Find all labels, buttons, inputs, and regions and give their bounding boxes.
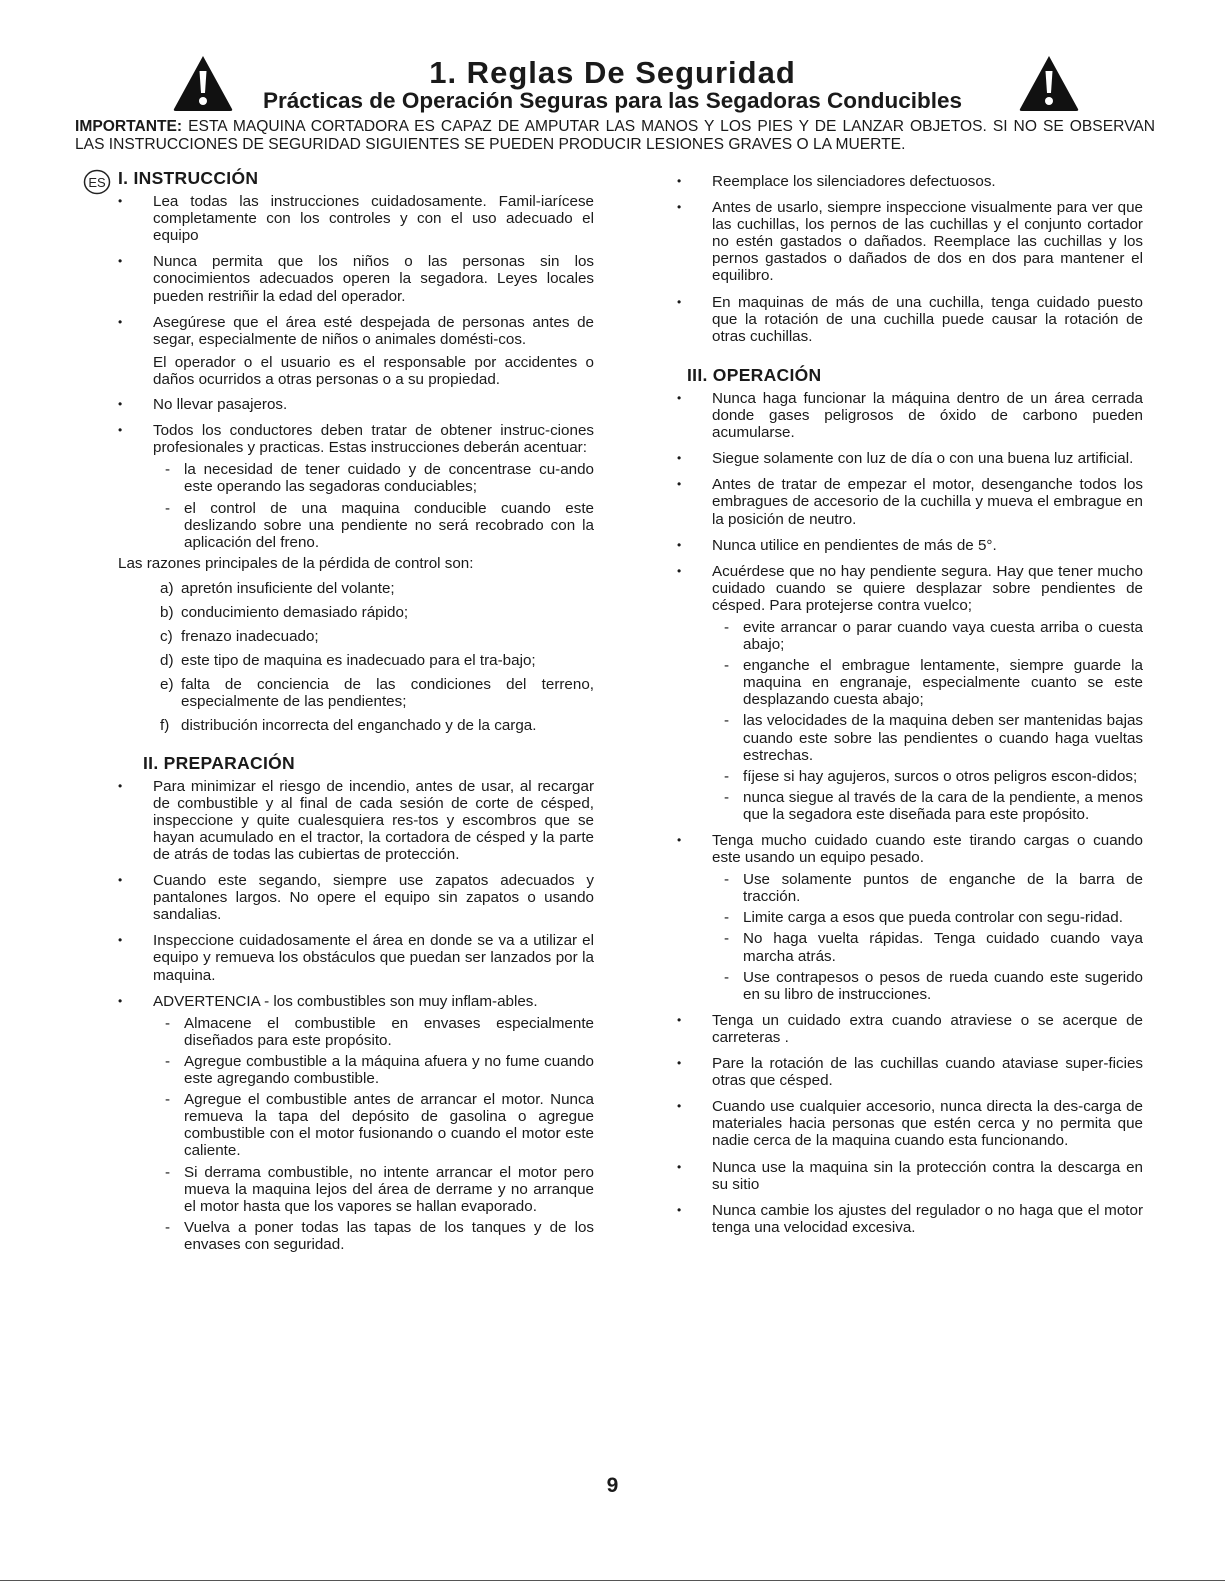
list-item: • No llevar pasajeros. (118, 396, 594, 413)
list-item: • Todos los conductores deben tratar de obtener instruc-ciones profesionales y practicas. Estas instrucciones deberán acentuar: (118, 422, 594, 456)
bottom-divider (0, 1580, 1225, 1581)
dash-item: - Vuelva a poner todas las tapas de los tanques y de los envases con seguridad. (118, 1219, 594, 1253)
section-title-preparacion: II. PREPARACIÓN (143, 752, 295, 773)
list-item: • Reemplace los silenciadores defectuosos. (677, 173, 1143, 190)
item-letter: c) (160, 628, 173, 646)
list-item: • Nunca use la maquina sin la protección contra la descarga en su sitio (677, 1159, 1143, 1193)
list-item: • Tenga un cuidado extra cuando atraviese o se acerque de carreteras . (677, 1012, 1143, 1046)
list-item: • Cuando use cualquier accesorio, nunca directa la des-carga de materiales hacia personas que estén cerca y no permita que nadie cerca de la maquina cuando esta funcionando. (677, 1098, 1143, 1149)
paragraph: El operador o el usuario es el responsable por accidentes o daños ocurridos a otras personas o a su propiedad. (153, 353, 594, 388)
list-item: • Lea todas las instrucciones cuidadosamente. Famil-iarícese completamente con los controles y con el uso adecuado el equipo (118, 193, 594, 244)
section-title-instruccion: I. INSTRUCCIÓN (118, 168, 259, 188)
page-title: 1. Reglas De Seguridad (429, 55, 796, 90)
important-text: ESTA MAQUINA CORTADORA ES CAPAZ DE AMPUTAR LAS MANOS Y LOS PIES Y DE LANZAR OBJETOS. SI NO SE OBSERVAN LAS INSTRUCCIONES DE SEGURIDAD SIGUIENTES SE PUEDEN PRODUCIR LESIONES GRAVES O LA MUERTE. (75, 118, 1155, 153)
list-item: • Siegue solamente con luz de día o con una buena luz artificial. (677, 450, 1143, 467)
dash-item: - Almacene el combustible en envases especialmente diseñados para este propósito. (118, 1015, 594, 1049)
dash-item: - Use solamente puntos de enganche de la barra de tracción. (677, 871, 1143, 905)
dash-item: - Si derrama combustible, no intente arrancar el motor pero mueva la maquina lejos del área de derrame y no arranque el motor hasta que los vapores se hallan evaporado. (118, 1164, 594, 1215)
dash-item: - Limite carga a esos que pueda controlar con segu-ridad. (677, 909, 1143, 926)
lettered-item (118, 628, 594, 645)
item-letter: e) (160, 676, 174, 694)
important-notice (75, 118, 1155, 154)
dash-item: - fíjese si hay agujeros, surcos o otros peligros escon-didos; (677, 768, 1143, 785)
item-text: este tipo de maquina es inadecuado para el tra-bajo; (181, 652, 536, 670)
item-text: frenazo inadecuado; (181, 628, 319, 646)
list-item: • Antes de tratar de empezar el motor, desenganche todos los embragues de accesorio de la cuchilla y mueva el embrague en la posición de neutro. (677, 476, 1143, 527)
item-letter: a) (160, 579, 174, 597)
item-letter: f) (160, 717, 170, 735)
item-letter: b) (160, 603, 174, 621)
right-column (677, 173, 1143, 1245)
lettered-item (118, 717, 594, 734)
language-badge-text: ES (88, 175, 106, 190)
dash-item: - nunca siegue al través de la cara de la pendiente, a menos que la segadora este diseñada para este propósito. (677, 789, 1143, 823)
dash-item: - No haga vuelta rápidas. Tenga cuidado cuando vaya marcha atrás. (677, 930, 1143, 964)
reasons-intro: Las razones principales de la pérdida de control son: (118, 554, 474, 572)
language-badge-icon (83, 169, 111, 195)
list-item: • En maquinas de más de una cuchilla, tenga cuidado puesto que la rotación de una cuchilla puede causar la rotación de otras cuchillas. (677, 294, 1143, 345)
item-text: falta de conciencia de las condiciones del terreno, especialmente de las pendientes; (181, 676, 594, 711)
list-item: • Nunca haga funcionar la máquina dentro de un área cerrada donde gases peligrosos de óxido de carbono pueden acumularse. (677, 390, 1143, 441)
dash-item: - evite arrancar o parar cuando vaya cuesta arriba o cuesta abajo; (677, 619, 1143, 653)
list-item: • Asegúrese que el área esté despejada de personas antes de segar, especialmente de niños o animales domésti-cos. (118, 314, 594, 348)
list-item: • Pare la rotación de las cuchillas cuando ataviase super-ficies otras que césped. (677, 1055, 1143, 1089)
list-item: • Para minimizar el riesgo de incendio, antes de usar, al recargar de combustible y al final de cada sesión de corte de césped, inspeccione y quite cualesquiera res-tos y escombros que se hayan acumulado en el tractor, la cortadora de césped y la parte de atrás de todas las cubiertas de protección. (118, 778, 594, 863)
item-text: distribución incorrecta del enganchado y de la carga. (181, 717, 537, 735)
page-number: 9 (606, 1474, 619, 1497)
important-label: IMPORTANTE: (75, 118, 183, 135)
section-title-operacion: III. OPERACIÓN (687, 364, 822, 385)
dash-item: - las velocidades de la maquina deben ser mantenidas bajas cuando este sobre las pendientes o cuando haga vueltas estrechas. (677, 712, 1143, 763)
item-text: conducimiento demasiado rápido; (181, 603, 409, 621)
list-item: • Antes de usarlo, siempre inspeccione visualmente para ver que las cuchillas, los pernos de las cuchillas y el conjunto cortador no estén gastados o dañados. Reemplace las cuchillas y los pernos gastados o dañados de dos en dos para mantener el equilibro. (677, 199, 1143, 284)
lettered-item (118, 652, 594, 669)
list-item: • Nunca cambie los ajustes del regulador o no haga que el motor tenga una velocidad excesiva. (677, 1202, 1143, 1236)
lettered-item (118, 604, 594, 621)
list-item: • Acuérdese que no hay pendiente segura. Hay que tener mucho cuidado cuando se quiere desplazar sobre pendientes de césped. Para protejerse contra vuelco; (677, 563, 1143, 614)
dash-item: - enganche el embrague lentamente, siempre guarde la maquina en engranaje, especialmente cuanto se este desplazando cuesta abajo; (677, 657, 1143, 708)
dash-item: - Agregue el combustible antes de arrancar el motor. Nunca remueva la tapa del depósito de gasolina o agregue combustible con el motor fusionando o cuando el motor este caliente. (118, 1091, 594, 1159)
lettered-item (118, 676, 594, 710)
item-text: apretón insuficiente del volante; (181, 579, 395, 597)
list-item: • Cuando este segando, siempre use zapatos adecuados y pantalones largos. No opere el equipo sin zapatos o usando sandalias. (118, 872, 594, 923)
lettered-item (118, 580, 594, 597)
list-item: • ADVERTENCIA - los combustibles son muy inflam-ables. (118, 993, 594, 1010)
list-item: • Nunca permita que los niños o las personas sin los conocimientos adecuados operen la segadora. Leyes locales pueden restriñir la edad del operador. (118, 253, 594, 304)
dash-item: - el control de una maquina conducible cuando este deslizando sobre una pendiente no será recobrado con la aplicación del freno. (118, 500, 594, 551)
item-letter: d) (160, 652, 174, 670)
page-subtitle: Prácticas de Operación Seguras para las Segadoras Conducibles (262, 88, 963, 113)
list-item: • Inspeccione cuidadosamente el área en donde se va a utilizar el equipo y remueva los obstáculos que puedan ser lanzados por la maquina. (118, 932, 594, 983)
dash-item: - la necesidad de tener cuidado y de concentrase cu-ando este operando las segadoras conduciables; (118, 461, 594, 495)
list-item: • Tenga mucho cuidado cuando este tirando cargas o cuando este usando un equipo pesado. (677, 832, 1143, 866)
dash-item: - Agregue combustible a la máquina afuera y no fume cuando este agregando combustible. (118, 1053, 594, 1087)
list-item: • Nunca utilice en pendientes de más de 5°. (677, 537, 1143, 554)
left-column (118, 170, 594, 1257)
dash-item: - Use contrapesos o pesos de rueda cuando este sugerido en su libro de instrucciones. (677, 969, 1143, 1003)
